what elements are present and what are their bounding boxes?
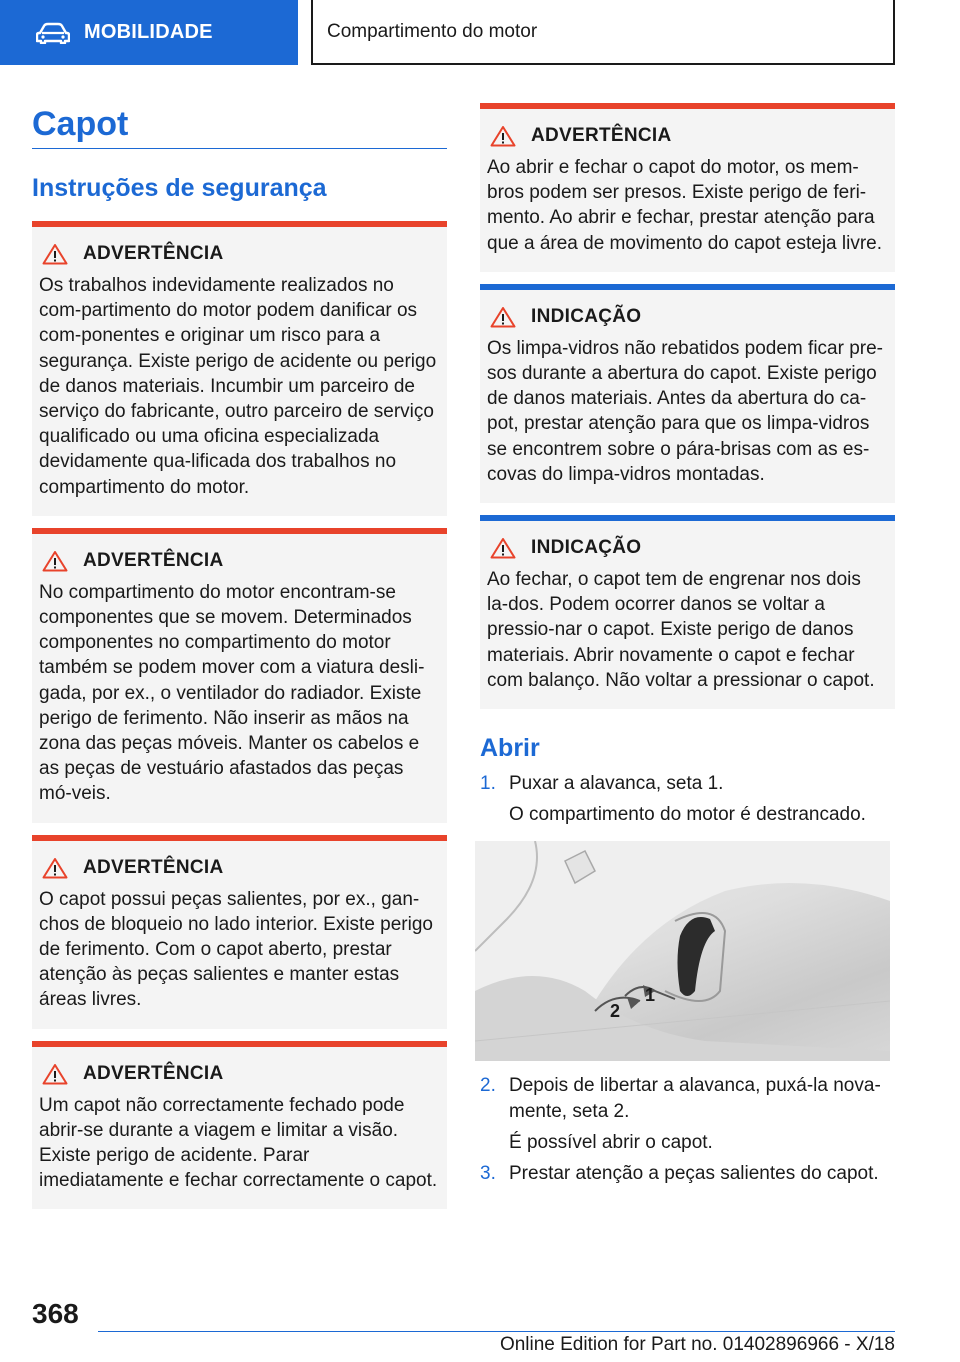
- page-number: 368: [32, 1298, 79, 1329]
- page-title: Capot: [32, 102, 447, 149]
- box-text: Os limpa-vidros não rebatidos podem ficar pre-sos durante a abertura do capot. Existe perigo de danos materiais. Antes da abertura do ca-pot, prestar atenção para que os limpa-vidros se encontrem sobre o pára-brisas com as es-covas do limpa-vidros montadas.: [487, 337, 884, 485]
- warning-box: [32, 835, 447, 1029]
- box-heading: ADVERTÊNCIA: [83, 1062, 224, 1084]
- chapter-title: Compartimento do motor: [311, 0, 895, 65]
- section-subtitle: Instruções de segurança: [32, 174, 327, 202]
- section-tab: [0, 0, 298, 65]
- box-heading: INDICAÇÃO: [531, 305, 642, 327]
- hood-release-lever-figure: [475, 841, 890, 1061]
- step-number: 1.: [480, 773, 496, 795]
- step-text: Prestar atenção a peças salientes do capot.: [509, 1163, 879, 1185]
- warning-triangle-icon: [42, 857, 68, 879]
- warning-triangle-icon: [490, 125, 516, 147]
- note-box: [480, 515, 895, 709]
- box-heading: ADVERTÊNCIA: [531, 125, 672, 146]
- box-text: Um capot não correctamente fechado pode abrir-se durante a viagem e limitar a visão. Existe perigo de acidente. Parar imediatamente e fechar correctamente o capot.: [39, 1094, 438, 1192]
- step-text: Puxar a alavanca, seta 1.: [509, 773, 724, 795]
- warning-triangle-icon: [490, 306, 516, 328]
- car-icon: [36, 22, 70, 44]
- figure-illustration: [475, 841, 890, 1061]
- step-number: 3.: [480, 1163, 496, 1185]
- warning-box: [32, 1041, 447, 1210]
- figure-label-2: 2: [610, 1001, 621, 1022]
- list-item: [480, 1161, 895, 1186]
- box-text: Ao fechar, o capot tem de engrenar nos dois la-dos. Podem ocorrer danos se voltar a pressio-nar o capot. Existe perigo de danos materiais. Abrir novamente o capot e fechar com balanço. Não voltar a pressionar o capot.: [487, 569, 875, 691]
- step-text: Depois de libertar a alavanca, puxá-la nova-mente, seta 2.: [509, 1075, 881, 1122]
- warning-box: [32, 528, 447, 823]
- section-label: MOBILIDADE: [84, 21, 213, 43]
- warning-triangle-icon: [490, 537, 516, 559]
- list-item: [480, 1073, 895, 1123]
- warning-box: [32, 221, 447, 516]
- figure-label-1: 1: [645, 985, 656, 1006]
- box-heading: ADVERTÊNCIA: [83, 243, 224, 264]
- box-text: Ao abrir e fechar o capot do motor, os mem-bros podem ser presos. Existe perigo de feri-mento. Ao abrir e fechar, prestar atenção para que a área de movimento do capot esteja livre.: [487, 157, 883, 254]
- warning-triangle-icon: [42, 243, 68, 265]
- right-column: [480, 103, 895, 1186]
- step-result: O compartimento do motor é destrancado.: [509, 804, 866, 826]
- list-item: [480, 771, 895, 796]
- step-number: 2.: [480, 1075, 496, 1097]
- box-heading: ADVERTÊNCIA: [83, 856, 224, 878]
- box-heading: INDICAÇÃO: [531, 537, 642, 559]
- footer-edition: Online Edition for Part no. 01402896966 - X/18: [499, 1334, 895, 1355]
- box-text: No compartimento do motor encontram-se componentes que se movem. Determinados componentes no compartimento do motor também se podem mover com a viatura desli-gada, por ex., o ventilador do radiador. Existe perigo de ferimento. Não inserir as mãos na zona das peças móveis. Manter os cabelos e as peças de vestuário afastados das peças mó-veis.: [39, 581, 425, 805]
- section-title-abrir: Abrir: [480, 734, 540, 763]
- warning-box: [480, 103, 895, 272]
- left-column: [32, 100, 447, 1209]
- box-text: Os trabalhos indevidamente realizados no com-partimento do motor podem danificar os com-ponentes e originar um risco para a segurança. Existe perigo de acidente ou perigo de danos materiais. Incumbir um parceiro de serviço do fabricante, outro parceiro de serviço qualificado ou uma oficina especializada devidamente qua-lificada dos trabalhos no compartimento do motor.: [39, 275, 437, 498]
- step-result: É possível abrir o capot.: [509, 1131, 713, 1153]
- warning-triangle-icon: [42, 1063, 68, 1085]
- box-heading: ADVERTÊNCIA: [83, 549, 224, 571]
- footer-divider: [98, 1331, 895, 1332]
- box-text: O capot possui peças salientes, por ex., gan-chos de bloqueio no lado interior. Existe perigo de ferimento. Com o capot aberto, prestar atenção às peças salientes e manter estas áreas livres.: [39, 888, 433, 1011]
- note-box: [480, 284, 895, 503]
- warning-triangle-icon: [42, 550, 68, 572]
